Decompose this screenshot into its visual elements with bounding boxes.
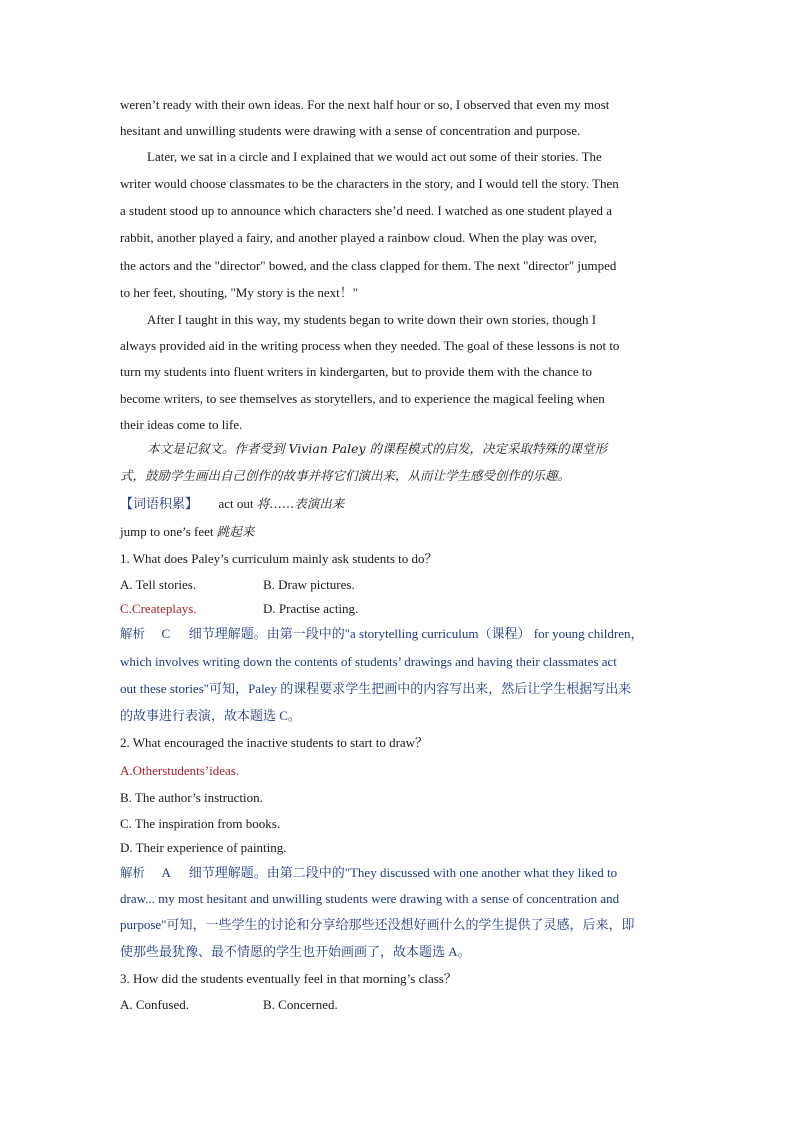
question-stem: 3. How did the students eventually feel in that morning’s class？ [120, 971, 457, 986]
vocab-term: act out [218, 496, 254, 511]
option-b: B. Draw pictures. [263, 577, 355, 592]
option-d: D. Their experience of painting. [120, 840, 287, 855]
answer-label: 解析 [120, 865, 146, 880]
explanation-line [120, 626, 644, 642]
vocab-term: jump to one’s feet [120, 524, 214, 539]
option-a-correct: A.Otherstudents’ideas. [120, 763, 240, 778]
option-a: A. Confused. [120, 997, 189, 1012]
explanation-line: 的故事进行表演，故本题选 C。 [120, 708, 301, 723]
passage-line: hesitant and unwilling students were drawing with a sense of concentration and purpose. [120, 123, 581, 138]
passage-line: always provided aid in the writing process when they needed. The goal of these lessons is not to [120, 338, 620, 353]
summary-line: 本文是记叙文。作者受到 Vivian Paley 的课程模式的启发，决定采取特殊的课堂形 [147, 441, 608, 456]
passage-line: writer would choose classmates to be the characters in the story, and I would tell the story. Then [120, 176, 619, 191]
passage-line: weren’t ready with their own ideas. For the next half hour or so, I observed that even my most [120, 97, 610, 112]
explanation-line: purpose"可知，一些学生的讨论和分享给那些还没想好画什么的学生提供了灵感，后来，即 [120, 917, 635, 932]
question-stem: 1. What does Paley’s curriculum mainly ask students to do？ [120, 551, 438, 566]
passage-line: a student stood up to announce which characters she’d need. I watched as one student played a [120, 203, 613, 218]
passage-line: the actors and the "director" bowed, and the class clapped for them. The next "director" jumped [120, 258, 617, 273]
vocab-meaning: 跳起来 [216, 524, 255, 539]
option-b: B. The author’s instruction. [120, 790, 263, 805]
explanation-line [120, 865, 617, 881]
passage-line: become writers, to see themselves as storytellers, and to experience the magical feeling when [120, 391, 605, 406]
explanation-line: out these stories"可知，Paley 的课程要求学生把画中的内容写出来，然后让学生根据写出来 [120, 681, 632, 696]
passage-line: rabbit, another played a fairy, and another played a rainbow cloud. When the play was over, [120, 230, 597, 245]
vocab-meaning: 将……表演出来 [256, 496, 345, 511]
explanation-line: draw... my most hesitant and unwilling students were drawing with a sense of concentration and [120, 891, 620, 906]
passage-line: to her feet, shouting, "My story is the next！" [120, 285, 359, 300]
explanation-line: 使那些最犹豫、最不情愿的学生也开始画画了，故本题选 A。 [120, 944, 471, 959]
option-a: A. Tell stories. [120, 577, 197, 592]
vocab-row [120, 524, 254, 540]
option-c-correct: C.Createplays. [120, 601, 197, 616]
passage-line: After I taught in this way, my students began to write down their own stories, though I [147, 312, 597, 327]
explanation-text: 细节理解题。由第一段中的"a storytelling curriculum（课程） for young children， [188, 626, 644, 641]
passage-line: their ideas come to life. [120, 417, 243, 432]
option-d: D. Practise acting. [263, 601, 359, 616]
vocab-heading: 【词语积累】 [120, 496, 199, 511]
option-b: B. Concerned. [263, 997, 338, 1012]
explanation-text: 细节理解题。由第二段中的"They discussed with one another what they liked to [188, 865, 618, 880]
question-stem: 2. What encouraged the inactive students to start to draw？ [120, 735, 429, 750]
passage-line: Later, we sat in a circle and I explained that we would act out some of their stories. The [147, 149, 602, 164]
explanation-line: which involves writing down the contents of students’ drawings and having their classmates act [120, 654, 617, 669]
option-c: C. The inspiration from books. [120, 816, 281, 831]
answer-label: 解析 [120, 626, 146, 641]
vocab-row [120, 496, 344, 512]
passage-line: turn my students into fluent writers in kindergarten, but to provide them with the chance to [120, 364, 592, 379]
answer-letter: A [161, 865, 171, 880]
answer-letter: C [161, 626, 171, 641]
summary-line: 式，鼓励学生画出自己创作的故事并将它们演出来，从而让学生感受创作的乐趣。 [120, 468, 571, 483]
